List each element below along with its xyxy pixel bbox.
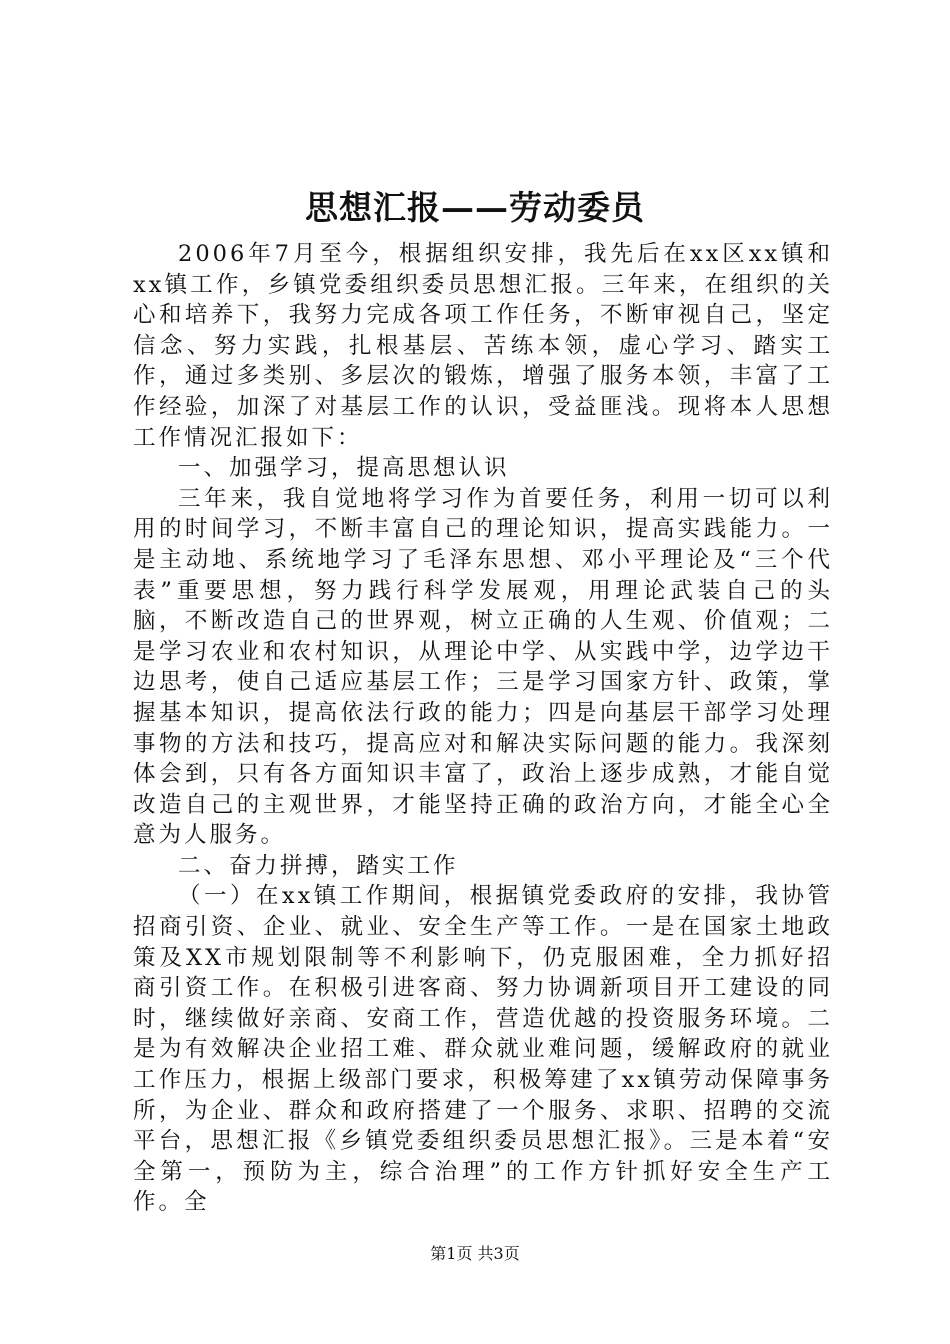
study-paragraph: 三年来，我自觉地将学习作为首要任务，利用一切可以利用的时间学习，不断丰富自己的理论知识，提高实践能力。一是主动地、系统地学习了毛泽东思想、邓小平理论及“三个代表”重要思想，努力践行科学发展观，用理论武装自己的头脑，不断改造自己的世界观，树立正确的人生观、价值观；二是学习农业和农村知识，从理论中学、从实践中学，边学边干边思考，使自己适应基层工作；三是学习国家方针、政策，掌握基本知识，提高依法行政的能力；四是向基层干部学习处理事物的方法和技巧，提高应对和解决实际问题的能力。我深刻体会到，只有各方面知识丰富了，政治上逐步成熟，才能自觉改造自己的主观世界，才能坚持正确的政治方向，才能全心全意为人服务。 — [133, 485, 833, 849]
section-heading-1: 一、加强学习，提高思想认识 — [178, 455, 510, 482]
document-body — [133, 239, 833, 1218]
section-heading-2: 二、奋力拼搏，踏实工作 — [178, 852, 459, 879]
page-number-footer: 第1页 共3页 — [430, 1244, 520, 1263]
document-title: 思想汇报——劳动委员 — [305, 188, 645, 227]
intro-paragraph: 2006年7月至今，根据组织安排，我先后在xx区xx镇和xx镇工作，乡镇党委组织委员思想汇报。三年来，在组织的关心和培养下，我努力完成各项工作任务，不断审视自己，坚定信念、努力实践，扎根基层、苦练本领，虚心学习、踏实工作，通过多类别、多层次的锻炼，增强了服务本领，丰富了工作经验，加深了对基层工作的认识，受益匪浅。现将本人思想工作情况汇报如下： — [133, 241, 833, 451]
work-paragraph: （一）在xx镇工作期间，根据镇党委政府的安排，我协管招商引资、企业、就业、安全生产等工作。一是在国家土地政策及XX市规划限制等不利影响下，仍克服困难，全力抓好招商引资工作。在积极引进客商、努力协调新项目开工建设的同时，继续做好亲商、安商工作，营造优越的投资服务环境。二是为有效解决企业招工难、群众就业难问题，缓解政府的就业工作压力，根据上级部门要求，积极筹建了xx镇劳动保障事务所，为企业、群众和政府搭建了一个服务、求职、招聘的交流平台，思想汇报《乡镇党委组织委员思想汇报》。三是本着“安全第一，预防为主，综合治理”的工作方针抓好安全生产工作。全 — [133, 883, 833, 1216]
